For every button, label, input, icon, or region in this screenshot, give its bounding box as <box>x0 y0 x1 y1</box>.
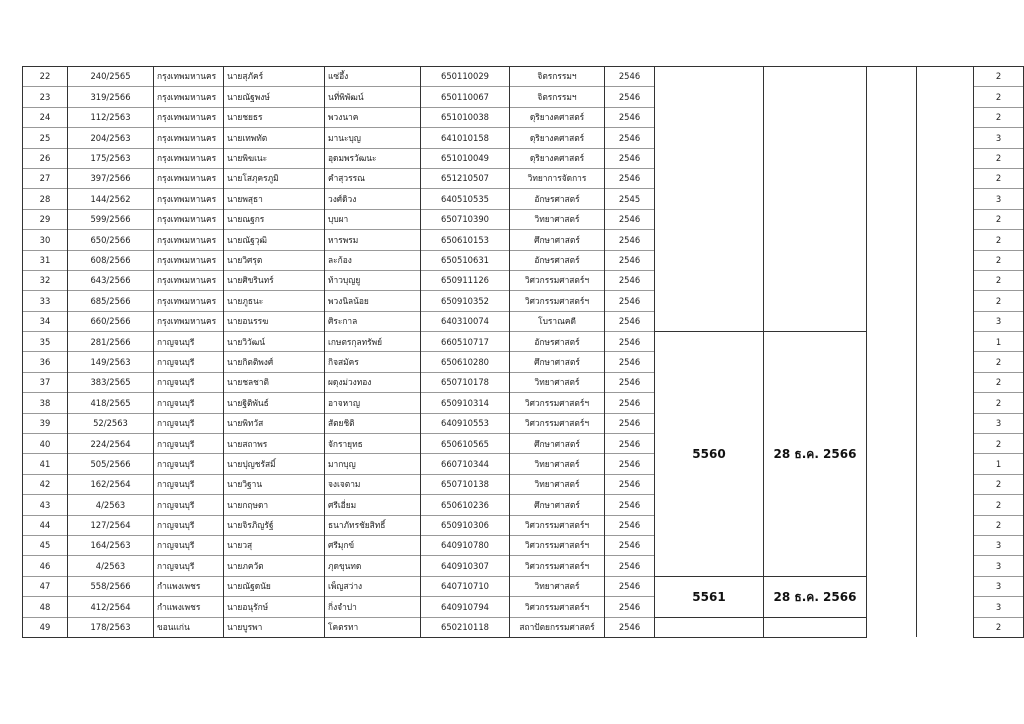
count-value: 3 <box>974 535 1024 555</box>
reference-number: 319/2566 <box>68 87 154 107</box>
row-number: 39 <box>23 413 68 433</box>
row-number: 43 <box>23 495 68 515</box>
row-number: 35 <box>23 332 68 352</box>
faculty: อักษรศาสตร์ <box>510 250 605 270</box>
row-number: 30 <box>23 230 68 250</box>
row-number: 22 <box>23 67 68 87</box>
order-date-cell <box>764 617 867 637</box>
count-value: 2 <box>974 230 1024 250</box>
student-id: 650911126 <box>421 270 510 290</box>
reference-number: 127/2564 <box>68 515 154 535</box>
province: กรุงเทพมหานคร <box>154 128 224 148</box>
province: กรุงเทพมหานคร <box>154 148 224 168</box>
faculty: วิทยาศาสตร์ <box>510 474 605 494</box>
row-number: 42 <box>23 474 68 494</box>
faculty: ดุริยางคศาสตร์ <box>510 148 605 168</box>
count-value: 2 <box>974 148 1024 168</box>
count-value: 2 <box>974 515 1024 535</box>
first-name: นายวิฐาน <box>224 474 325 494</box>
birth-year: 2546 <box>605 311 655 331</box>
row-number: 45 <box>23 535 68 555</box>
faculty: วิศวกรรมศาสตร์ฯ <box>510 556 605 576</box>
reference-number: 4/2563 <box>68 495 154 515</box>
faculty: อักษรศาสตร์ <box>510 189 605 209</box>
row-number: 34 <box>23 311 68 331</box>
faculty: วิทยาศาสตร์ <box>510 209 605 229</box>
reference-number: 660/2566 <box>68 311 154 331</box>
province: กรุงเทพมหานคร <box>154 230 224 250</box>
student-id: 640910780 <box>421 535 510 555</box>
faculty: ศึกษาศาสตร์ <box>510 230 605 250</box>
birth-year: 2546 <box>605 332 655 352</box>
province: กรุงเทพมหานคร <box>154 209 224 229</box>
reference-number: 112/2563 <box>68 107 154 127</box>
reference-number: 505/2566 <box>68 454 154 474</box>
last-name: พวงนิลน้อย <box>325 291 421 311</box>
last-name: ท้าวบุญยู <box>325 270 421 290</box>
student-id: 650610280 <box>421 352 510 372</box>
student-id: 660510717 <box>421 332 510 352</box>
faculty: วิทยาศาสตร์ <box>510 576 605 596</box>
last-name: มากบุญ <box>325 454 421 474</box>
faculty: ดุริยางคศาสตร์ <box>510 128 605 148</box>
first-name: นายณฐกร <box>224 209 325 229</box>
student-id: 650510631 <box>421 250 510 270</box>
province: กรุงเทพมหานคร <box>154 270 224 290</box>
reference-number: 4/2563 <box>68 556 154 576</box>
reference-number: 685/2566 <box>68 291 154 311</box>
count-value: 1 <box>974 332 1024 352</box>
reference-number: 558/2566 <box>68 576 154 596</box>
faculty: วิทยาศาสตร์ <box>510 454 605 474</box>
province: กรุงเทพมหานคร <box>154 250 224 270</box>
row-number: 28 <box>23 189 68 209</box>
student-id: 640710710 <box>421 576 510 596</box>
province: กรุงเทพมหานคร <box>154 87 224 107</box>
count-value: 2 <box>974 291 1024 311</box>
province: กาญจนบุรี <box>154 393 224 413</box>
birth-year: 2546 <box>605 270 655 290</box>
birth-year: 2546 <box>605 128 655 148</box>
birth-year: 2546 <box>605 250 655 270</box>
last-name: กิจสมัคร <box>325 352 421 372</box>
faculty: วิศวกรรมศาสตร์ฯ <box>510 270 605 290</box>
reference-number: 52/2563 <box>68 413 154 433</box>
province: กรุงเทพมหานคร <box>154 168 224 188</box>
last-name: ละก้อง <box>325 250 421 270</box>
count-value: 2 <box>974 250 1024 270</box>
first-name: นายชยธร <box>224 107 325 127</box>
student-id: 650610153 <box>421 230 510 250</box>
reference-number: 608/2566 <box>68 250 154 270</box>
first-name: นายอนรรฆ <box>224 311 325 331</box>
faculty: วิศวกรรมศาสตร์ฯ <box>510 291 605 311</box>
province: กรุงเทพมหานคร <box>154 189 224 209</box>
last-name: ศิระกาล <box>325 311 421 331</box>
count-value: 2 <box>974 495 1024 515</box>
last-name: พวงนาค <box>325 107 421 127</box>
faculty: วิศวกรรมศาสตร์ฯ <box>510 393 605 413</box>
reference-number: 224/2564 <box>68 434 154 454</box>
first-name: นายสุภัคร์ <box>224 67 325 87</box>
reference-number: 144/2562 <box>68 189 154 209</box>
birth-year: 2546 <box>605 209 655 229</box>
first-name: นายภูธนะ <box>224 291 325 311</box>
last-name: วงศ์ดิวง <box>325 189 421 209</box>
first-name: นายจิรภิญรัฐ์ <box>224 515 325 535</box>
province: กรุงเทพมหานคร <box>154 311 224 331</box>
order-date: 28 ธ.ค. 2566 <box>764 332 867 577</box>
order-number-cell <box>655 617 764 637</box>
first-name: นายพิฆเนะ <box>224 148 325 168</box>
first-name: นายปุญชรัสมิ์ <box>224 454 325 474</box>
student-id: 650910352 <box>421 291 510 311</box>
last-name: คำสุวรรณ <box>325 168 421 188</box>
student-id: 650910314 <box>421 393 510 413</box>
birth-year: 2546 <box>605 597 655 617</box>
birth-year: 2546 <box>605 148 655 168</box>
reference-number: 397/2566 <box>68 168 154 188</box>
row-number: 26 <box>23 148 68 168</box>
province: กรุงเทพมหานคร <box>154 107 224 127</box>
student-id: 640310074 <box>421 311 510 331</box>
faculty: ศึกษาศาสตร์ <box>510 495 605 515</box>
birth-year: 2546 <box>605 576 655 596</box>
faculty: วิทยาศาสตร์ <box>510 372 605 392</box>
faculty: อักษรศาสตร์ <box>510 332 605 352</box>
count-value: 3 <box>974 597 1024 617</box>
student-id: 641010158 <box>421 128 510 148</box>
reference-number: 281/2566 <box>68 332 154 352</box>
reference-number: 599/2566 <box>68 209 154 229</box>
count-value: 3 <box>974 311 1024 331</box>
birth-year: 2546 <box>605 168 655 188</box>
faculty: จิตรกรรมฯ <box>510 87 605 107</box>
province: กาญจนบุรี <box>154 413 224 433</box>
province: กรุงเทพมหานคร <box>154 67 224 87</box>
first-name: นายเทพทัต <box>224 128 325 148</box>
province: กาญจนบุรี <box>154 515 224 535</box>
birth-year: 2546 <box>605 535 655 555</box>
student-id: 650910306 <box>421 515 510 535</box>
reference-number: 149/2563 <box>68 352 154 372</box>
row-number: 33 <box>23 291 68 311</box>
first-name: นายอนุรักษ์ <box>224 597 325 617</box>
birth-year: 2546 <box>605 107 655 127</box>
province: กาญจนบุรี <box>154 474 224 494</box>
first-name: นายกิตติพงศ์ <box>224 352 325 372</box>
province: กำแพงเพชร <box>154 576 224 596</box>
first-name: นายณัฐพงษ์ <box>224 87 325 107</box>
birth-year: 2546 <box>605 495 655 515</box>
row-number: 37 <box>23 372 68 392</box>
first-name: นายโสภุครภูมิ <box>224 168 325 188</box>
last-name: จักรายุทธ <box>325 434 421 454</box>
first-name: นายพสุธา <box>224 189 325 209</box>
last-name: จงเจตาม <box>325 474 421 494</box>
last-name: กิ่งจำปา <box>325 597 421 617</box>
count-value: 3 <box>974 189 1024 209</box>
row-number: 41 <box>23 454 68 474</box>
row-number: 25 <box>23 128 68 148</box>
birth-year: 2546 <box>605 87 655 107</box>
province: กาญจนบุรี <box>154 454 224 474</box>
student-id: 640910553 <box>421 413 510 433</box>
student-id: 650610236 <box>421 495 510 515</box>
first-name: นายภควัต <box>224 556 325 576</box>
student-id: 640910794 <box>421 597 510 617</box>
first-name: นายสถาพร <box>224 434 325 454</box>
first-name: นายพิทวัส <box>224 413 325 433</box>
province: กาญจนบุรี <box>154 535 224 555</box>
last-name: เพ็ญสว่าง <box>325 576 421 596</box>
count-value: 2 <box>974 434 1024 454</box>
row-number: 36 <box>23 352 68 372</box>
order-date-cell <box>764 67 867 332</box>
row-number: 24 <box>23 107 68 127</box>
last-name: หารพรม <box>325 230 421 250</box>
row-number: 29 <box>23 209 68 229</box>
student-id: 650210118 <box>421 617 510 637</box>
last-name: นที่พิพัฒน์ <box>325 87 421 107</box>
row-number: 32 <box>23 270 68 290</box>
reference-number: 412/2564 <box>68 597 154 617</box>
faculty: วิศวกรรมศาสตร์ฯ <box>510 535 605 555</box>
student-id: 650710390 <box>421 209 510 229</box>
birth-year: 2546 <box>605 352 655 372</box>
first-name: นายบูรพา <box>224 617 325 637</box>
faculty: จิตรกรรมฯ <box>510 67 605 87</box>
birth-year: 2546 <box>605 515 655 535</box>
student-id: 650110067 <box>421 87 510 107</box>
first-name: นายฐิติพันธ์ <box>224 393 325 413</box>
province: กำแพงเพชร <box>154 597 224 617</box>
count-value: 3 <box>974 556 1024 576</box>
faculty: วิทยาการจัดการ <box>510 168 605 188</box>
reference-number: 178/2563 <box>68 617 154 637</box>
student-id: 650710138 <box>421 474 510 494</box>
count-value: 3 <box>974 413 1024 433</box>
order-number: 5560 <box>655 332 764 577</box>
last-name: ภุดขุนทด <box>325 556 421 576</box>
reference-number: 175/2563 <box>68 148 154 168</box>
faculty: โบราณคดี <box>510 311 605 331</box>
count-value: 2 <box>974 352 1024 372</box>
birth-year: 2546 <box>605 67 655 87</box>
count-value: 2 <box>974 67 1024 87</box>
order-number-cell <box>655 67 764 332</box>
faculty: สถาปัตยกรรมศาสตร์ <box>510 617 605 637</box>
reference-number: 643/2566 <box>68 270 154 290</box>
first-name: นายชลชาติ <box>224 372 325 392</box>
province: ขอนแก่น <box>154 617 224 637</box>
faculty: วิศวกรรมศาสตร์ฯ <box>510 597 605 617</box>
count-value: 3 <box>974 128 1024 148</box>
last-name: เกษตรกุลทรัพย์ <box>325 332 421 352</box>
row-number: 31 <box>23 250 68 270</box>
first-name: นายณัฐวุฒิ <box>224 230 325 250</box>
last-name: ศรีมุกข์ <box>325 535 421 555</box>
first-name: นายศิขรินทร์ <box>224 270 325 290</box>
first-name: นายวิวัฒน์ <box>224 332 325 352</box>
count-value: 2 <box>974 107 1024 127</box>
last-name: แซ่อึ้ง <box>325 67 421 87</box>
reference-number: 650/2566 <box>68 230 154 250</box>
last-name: บุบผา <box>325 209 421 229</box>
faculty: ศึกษาศาสตร์ <box>510 434 605 454</box>
table-body <box>23 67 1024 638</box>
faculty: ดุริยางคศาสตร์ <box>510 107 605 127</box>
row-number: 38 <box>23 393 68 413</box>
first-name: นายวสุ <box>224 535 325 555</box>
reference-number: 240/2565 <box>68 67 154 87</box>
count-value: 2 <box>974 372 1024 392</box>
birth-year: 2546 <box>605 413 655 433</box>
province: กาญจนบุรี <box>154 352 224 372</box>
student-id: 640910307 <box>421 556 510 576</box>
row-number: 23 <box>23 87 68 107</box>
birth-year: 2546 <box>605 617 655 637</box>
birth-year: 2546 <box>605 230 655 250</box>
reference-number: 164/2563 <box>68 535 154 555</box>
reference-number: 418/2565 <box>68 393 154 413</box>
birth-year: 2546 <box>605 291 655 311</box>
last-name: มานะบุญ <box>325 128 421 148</box>
last-name: ธนาภัทรชัยสิทธิ์ <box>325 515 421 535</box>
order-date: 28 ธ.ค. 2566 <box>764 576 867 617</box>
row-number: 46 <box>23 556 68 576</box>
province: กรุงเทพมหานคร <box>154 291 224 311</box>
faculty: ศึกษาศาสตร์ <box>510 352 605 372</box>
province: กาญจนบุรี <box>154 434 224 454</box>
blank-column <box>917 67 974 638</box>
province: กาญจนบุรี <box>154 372 224 392</box>
count-value: 3 <box>974 576 1024 596</box>
reference-number: 162/2564 <box>68 474 154 494</box>
first-name: นายวิศรุต <box>224 250 325 270</box>
reference-number: 204/2563 <box>68 128 154 148</box>
first-name: นายกฤษดา <box>224 495 325 515</box>
count-value: 2 <box>974 270 1024 290</box>
count-value: 2 <box>974 393 1024 413</box>
reference-number: 383/2565 <box>68 372 154 392</box>
last-name: ศรีเอี่ยม <box>325 495 421 515</box>
last-name: อาจหาญ <box>325 393 421 413</box>
student-id: 640510535 <box>421 189 510 209</box>
student-id: 650110029 <box>421 67 510 87</box>
document-table <box>22 66 1024 638</box>
first-name: นายณัฐดนัย <box>224 576 325 596</box>
order-number: 5561 <box>655 576 764 617</box>
province: กาญจนบุรี <box>154 332 224 352</box>
last-name: อุดมพรวัฒนะ <box>325 148 421 168</box>
row-number: 44 <box>23 515 68 535</box>
row-number: 47 <box>23 576 68 596</box>
count-value: 2 <box>974 87 1024 107</box>
faculty: วิศวกรรมศาสตร์ฯ <box>510 515 605 535</box>
count-value: 1 <box>974 454 1024 474</box>
count-value: 2 <box>974 617 1024 637</box>
count-value: 2 <box>974 168 1024 188</box>
student-id: 651210507 <box>421 168 510 188</box>
blank-column <box>867 67 917 638</box>
student-id: 650710178 <box>421 372 510 392</box>
row-number: 48 <box>23 597 68 617</box>
birth-year: 2546 <box>605 372 655 392</box>
province: กาญจนบุรี <box>154 556 224 576</box>
last-name: ผดุงม่วงทอง <box>325 372 421 392</box>
row-number: 40 <box>23 434 68 454</box>
student-id: 651010049 <box>421 148 510 168</box>
province: กาญจนบุรี <box>154 495 224 515</box>
last-name: โคตรทา <box>325 617 421 637</box>
birth-year: 2546 <box>605 393 655 413</box>
faculty: วิศวกรรมศาสตร์ฯ <box>510 413 605 433</box>
birth-year: 2546 <box>605 454 655 474</box>
birth-year: 2546 <box>605 556 655 576</box>
table-row <box>23 67 1024 87</box>
birth-year: 2545 <box>605 189 655 209</box>
row-number: 27 <box>23 168 68 188</box>
student-id: 651010038 <box>421 107 510 127</box>
count-value: 2 <box>974 209 1024 229</box>
count-value: 2 <box>974 474 1024 494</box>
student-id: 650610565 <box>421 434 510 454</box>
birth-year: 2546 <box>605 474 655 494</box>
student-id: 660710344 <box>421 454 510 474</box>
last-name: สัตยชิติ <box>325 413 421 433</box>
birth-year: 2546 <box>605 434 655 454</box>
row-number: 49 <box>23 617 68 637</box>
